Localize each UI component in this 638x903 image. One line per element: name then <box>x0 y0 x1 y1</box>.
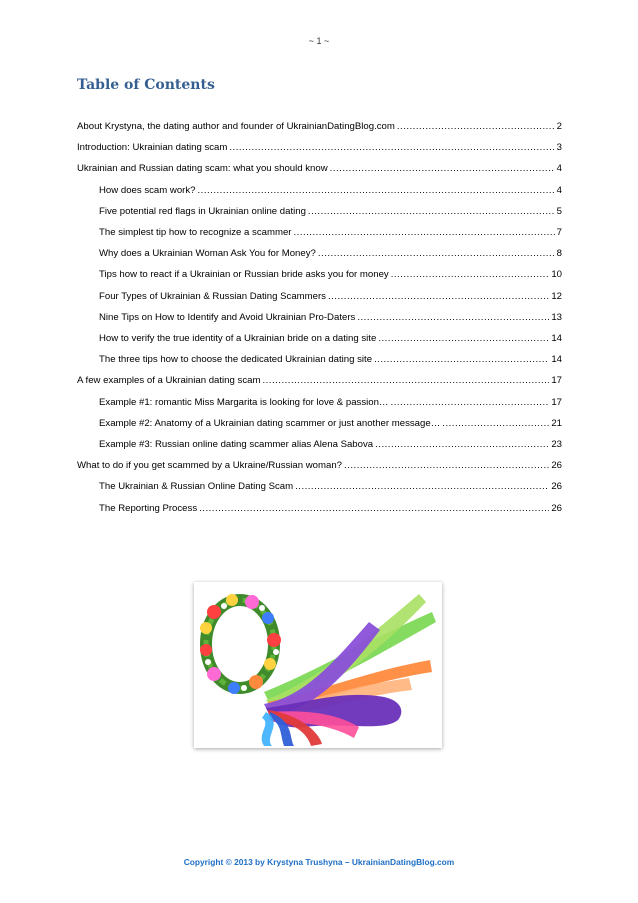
toc-dot-leader <box>330 162 555 175</box>
toc-entry-page: 17 <box>551 396 562 408</box>
toc-entry-page: 17 <box>551 375 562 387</box>
toc-entry-page: 13 <box>551 311 562 323</box>
toc-entry-page: 8 <box>556 248 562 260</box>
toc-entry-title: The Ukrainian & Russian Online Dating Scam <box>99 481 294 493</box>
toc-dot-leader <box>442 417 549 430</box>
toc-entry[interactable] <box>99 205 562 218</box>
ribbons-graphic <box>262 594 436 746</box>
toc-dot-leader <box>374 353 549 366</box>
toc-entry-title: How to verify the true identity of a Ukrainian bride on a dating site <box>99 333 377 344</box>
toc-entry[interactable] <box>99 247 562 260</box>
toc-dot-leader <box>262 374 549 387</box>
toc-entry-title: Five potential red flags in Ukrainian online dating <box>99 205 306 217</box>
toc-entry-title: Example #3: Russian online dating scammer alias Alena Sabova <box>99 439 374 450</box>
toc-entry-title: Introduction: Ukrainian dating scam <box>77 142 228 154</box>
toc-entry[interactable] <box>99 332 562 345</box>
toc-entry[interactable] <box>77 162 562 175</box>
toc-entry-title: The simplest tip how to recognize a scammer <box>99 227 292 238</box>
flower-wreath-graphic <box>200 594 281 694</box>
toc-entry-title: A few examples of a Ukrainian dating scam <box>77 375 261 387</box>
toc-dot-leader <box>391 396 550 409</box>
toc-entry[interactable] <box>99 438 562 451</box>
toc-dot-leader <box>357 311 549 324</box>
toc-entry-title: Four Types of Ukrainian & Russian Dating Scammers <box>99 290 326 302</box>
toc-dot-leader <box>375 438 549 451</box>
toc-dot-leader <box>378 332 549 345</box>
toc-dot-leader <box>199 502 549 515</box>
toc-entry-page: 26 <box>551 481 562 493</box>
toc-entry-title: Nine Tips on How to Identify and Avoid Ukrainian Pro-Daters <box>99 311 356 323</box>
toc-dot-leader <box>328 290 549 303</box>
toc-entry-title: The Reporting Process <box>99 502 198 514</box>
toc-entry-page: 14 <box>551 333 562 344</box>
toc-dot-leader <box>318 247 555 260</box>
toc-dot-leader <box>344 459 549 472</box>
copyright-footer: Copyright © 2013 by Krystyna Trushyna – UkrainianDatingBlog.com <box>183 857 455 867</box>
toc-dot-leader <box>295 480 549 493</box>
toc-dot-leader <box>308 205 555 218</box>
page-number: ~ 1 ~ <box>308 36 330 46</box>
toc-entry[interactable] <box>99 353 562 366</box>
toc-entry-page: 26 <box>551 460 562 472</box>
toc-entry-page: 14 <box>551 354 562 366</box>
toc-entry-title: Example #1: romantic Miss Margarita is looking for love & passion… <box>99 396 389 408</box>
toc-entry[interactable] <box>99 311 562 324</box>
toc-entry-page: 7 <box>556 227 562 238</box>
toc-entry[interactable] <box>99 417 562 430</box>
toc-entry-title: How does scam work? <box>99 184 196 196</box>
wreath-ribbons-illustration <box>194 582 442 748</box>
toc-entry[interactable] <box>77 141 562 154</box>
toc-dot-leader <box>391 268 550 281</box>
toc-entry-page: 21 <box>551 417 562 429</box>
toc-entry-title: Ukrainian and Russian dating scam: what you should know <box>77 163 328 175</box>
toc-entry-title: Tips how to react if a Ukrainian or Russian bride asks you for money <box>99 269 389 281</box>
toc-entry-page: 12 <box>551 290 562 302</box>
wreath-ribbons-image <box>194 582 442 748</box>
toc-entry[interactable] <box>99 396 562 409</box>
toc-entry-page: 5 <box>556 205 562 217</box>
toc-entry[interactable] <box>99 268 562 281</box>
toc-entry[interactable] <box>77 374 562 387</box>
toc-entry-page: 23 <box>551 439 562 450</box>
toc-dot-leader <box>198 184 555 197</box>
toc-entry-title: What to do if you get scammed by a Ukraine/Russian woman? <box>77 460 343 472</box>
toc-entry-title: The three tips how to choose the dedicated Ukrainian dating site <box>99 354 373 366</box>
toc-entry-page: 4 <box>556 184 562 196</box>
toc-entry-page: 3 <box>556 142 562 154</box>
toc-entry[interactable] <box>99 502 562 515</box>
toc-entry-title: About Krystyna, the dating author and founder of UkrainianDatingBlog.com <box>77 121 395 132</box>
toc-entry[interactable] <box>99 290 562 303</box>
toc-entry[interactable] <box>99 480 562 493</box>
toc-entry-page: 4 <box>556 163 562 175</box>
toc-heading: Table of Contents <box>77 77 215 93</box>
toc-entry[interactable] <box>77 459 562 472</box>
toc-entry-title: Why does a Ukrainian Woman Ask You for Money? <box>99 248 316 260</box>
toc-entry[interactable] <box>99 184 562 197</box>
toc-dot-leader <box>229 141 554 154</box>
toc-entry-title: Example #2: Anatomy of a Ukrainian dating scammer or just another message… <box>99 417 441 429</box>
toc-entry-page: 26 <box>551 502 562 514</box>
toc-entry[interactable] <box>99 226 562 239</box>
toc-entry-page: 10 <box>551 269 562 281</box>
toc-dot-leader <box>293 226 554 239</box>
toc-entry-page: 2 <box>556 121 562 132</box>
toc-dot-leader <box>397 120 555 133</box>
toc-entry[interactable] <box>77 120 562 133</box>
